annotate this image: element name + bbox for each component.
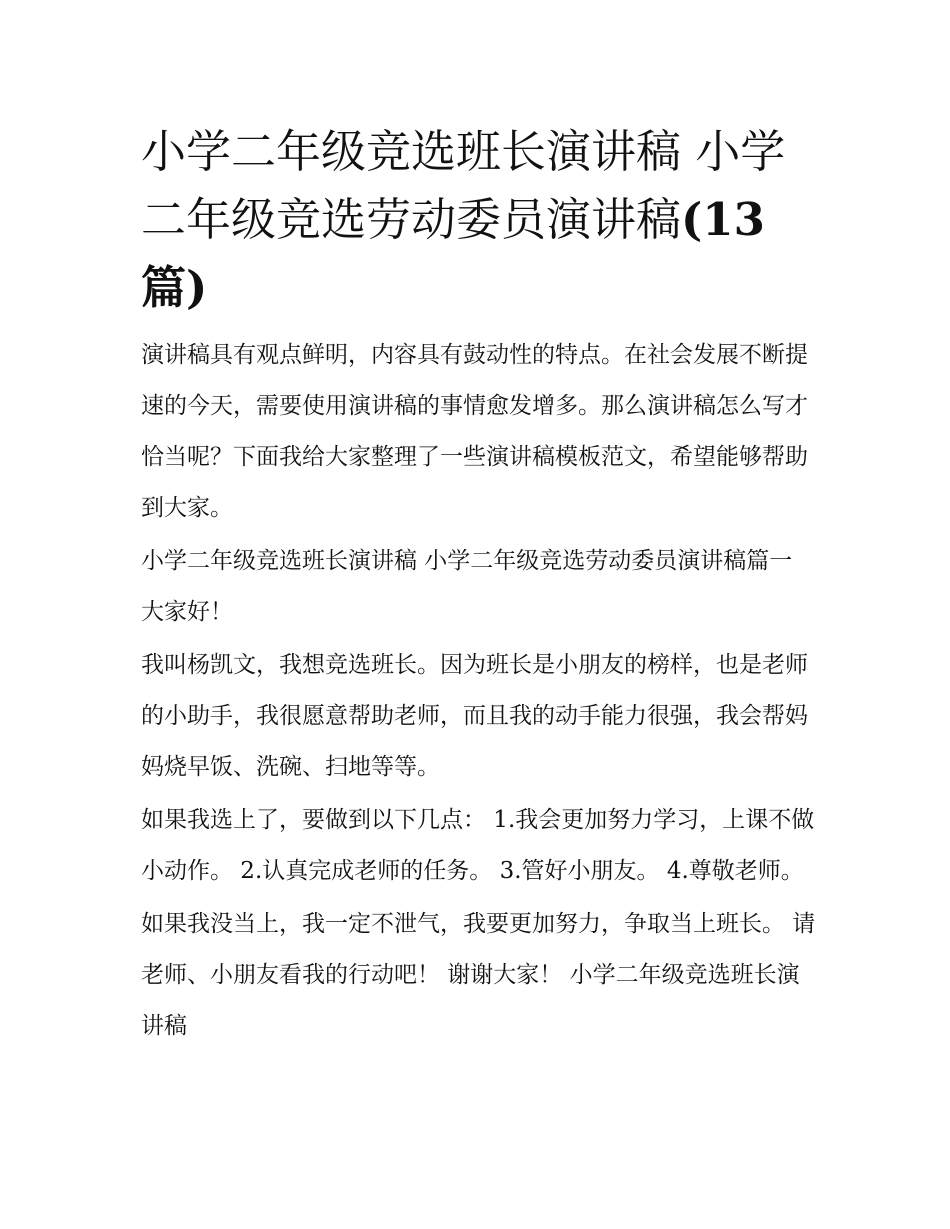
title-count: (13 篇): [141, 193, 765, 314]
paragraph-intro: 演讲稿具有观点鲜明，内容具有鼓动性的特点。在社会发展不断提速的今天，需要使用演讲稿的事情愈发增多。那么演讲稿怎么写才恰当呢？下面我给大家整理了一些演讲稿模板范文，希望能够帮助到大家。: [141, 342, 808, 521]
paragraph-closing: 如果我没当上，我一定不泄气，我要更加努力，争取当上班长。 请老师、小朋友看我的行动吧！ 谢谢大家！ 小学二年级竞选班长演讲稿: [141, 911, 816, 1039]
document-title: [141, 118, 817, 322]
title-main: 小学二年级竞选班长演讲稿 小学二年级竞选劳动委员演讲稿: [141, 125, 786, 246]
paragraph-self-intro: 我叫杨凯文，我想竞选班长。因为班长是小朋友的榜样，也是老师的小助手，我很愿意帮助老师，而且我的动手能力很强，我会帮妈妈烧早饭、洗碗、扫地等等。: [141, 652, 808, 780]
paragraph-promises: 如果我选上了，要做到以下几点： 1.我会更加努力学习，上课不做小动作。 2.认真完成老师的任务。 3.管好小朋友。 4.尊敬老师。: [141, 807, 815, 884]
paragraph-section-heading: 小学二年级竞选班长演讲稿 小学二年级竞选劳动委员演讲稿篇一 大家好！: [141, 548, 793, 625]
document-page: [141, 118, 817, 1054]
